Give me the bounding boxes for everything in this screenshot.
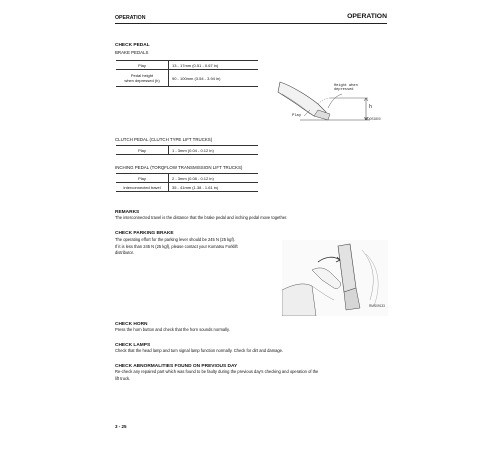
remarks-text: The interconnected travel is the distance that the brake pedal and inching pedal move together.	[115, 215, 288, 220]
page-number: 3 - 25	[115, 424, 127, 429]
check-lamps-heading: CHECK LAMPS	[115, 343, 151, 348]
header-rule	[115, 23, 387, 24]
brake-pedals-subtitle: BRAKE PEDALS	[115, 50, 149, 55]
spec-value: 2 - 3mm (0.08 - 0.12 in)	[169, 174, 259, 183]
spec-key: Play	[116, 174, 169, 183]
spec-key: Play	[116, 61, 169, 70]
clutch-pedal-spec-table	[116, 145, 258, 155]
brake-pedal-spec-table	[116, 60, 258, 87]
table-row	[116, 183, 258, 192]
parking-brake-line: The operating effort for the parking lever should be 245 N (25 kgf).	[115, 237, 236, 242]
parking-brake-line: If it is less than 245 N (25 kgf), please contact your Komatsu Forklift	[115, 243, 238, 249]
check-horn-heading: CHECK HORN	[115, 322, 148, 327]
inching-pedal-subtitle: INCHING PEDAL (TORQFLOW TRANSMISSION LIFT TRUCKS)	[115, 165, 243, 170]
abnormalities-line: Re-check any repaired part which was found to be faulty during the previous day's checking and operation of the	[115, 369, 319, 374]
brake-pedal-illustration	[270, 70, 388, 124]
spec-key-line: when depressed (h)	[124, 78, 160, 83]
brake-figure-code: RD0S1800	[365, 117, 381, 121]
spec-key: Interconnected travel	[116, 183, 169, 192]
table-row	[116, 146, 258, 155]
parking-figure-code: RMS09133	[369, 304, 385, 308]
check-abnormalities-heading: CHECK ABNORMALITIES FOUND ON PREVIOUS DAY	[115, 364, 238, 369]
spec-value: 1 - 3mm (0.04 - 0.12 in)	[169, 146, 259, 155]
parking-brake-line: distributor.	[115, 250, 134, 255]
header-right-title: OPERATION	[347, 13, 387, 20]
check-abnormalities-text	[115, 369, 390, 382]
h-label: h	[369, 104, 373, 110]
height-when-depressed-label: Height when depressed	[334, 84, 358, 93]
table-row	[116, 61, 258, 70]
spec-key: Play	[116, 146, 169, 155]
brake-pedal-figure	[270, 70, 388, 124]
spec-value: 13 - 17mm (0.51 - 0.67 in)	[169, 61, 259, 70]
inching-pedal-spec-table	[116, 173, 258, 192]
parking-brake-text	[115, 237, 300, 257]
header-left-title: OPERATION	[115, 15, 146, 21]
spec-value: 35 - 41mm (1.38 - 1.61 in)	[169, 183, 259, 192]
check-pedal-heading: CHECK PEDAL	[115, 43, 150, 48]
table-row	[116, 174, 258, 183]
spec-value: 90 - 100mm (3.54 - 3.94 in)	[169, 70, 259, 87]
abnormalities-line: lift truck.	[115, 375, 131, 381]
spec-key	[116, 70, 169, 87]
clutch-pedal-subtitle: CLUTCH PEDAL (CLUTCH TYPE LIFT TRUCKS)	[115, 137, 213, 142]
check-lamps-text: Check that the head lamp and turn signal lamp function normally. Check for dirt and damage.	[115, 348, 284, 353]
check-horn-text: Press the horn button and check that the horn sounds normally.	[115, 327, 230, 332]
spec-key-line: Pedal height	[130, 73, 154, 78]
table-row	[116, 70, 258, 87]
remarks-heading: REMARKS	[115, 210, 140, 215]
parking-brake-heading: CHECK PARKING BRAKE	[115, 231, 174, 236]
play-label: Play	[292, 114, 302, 118]
